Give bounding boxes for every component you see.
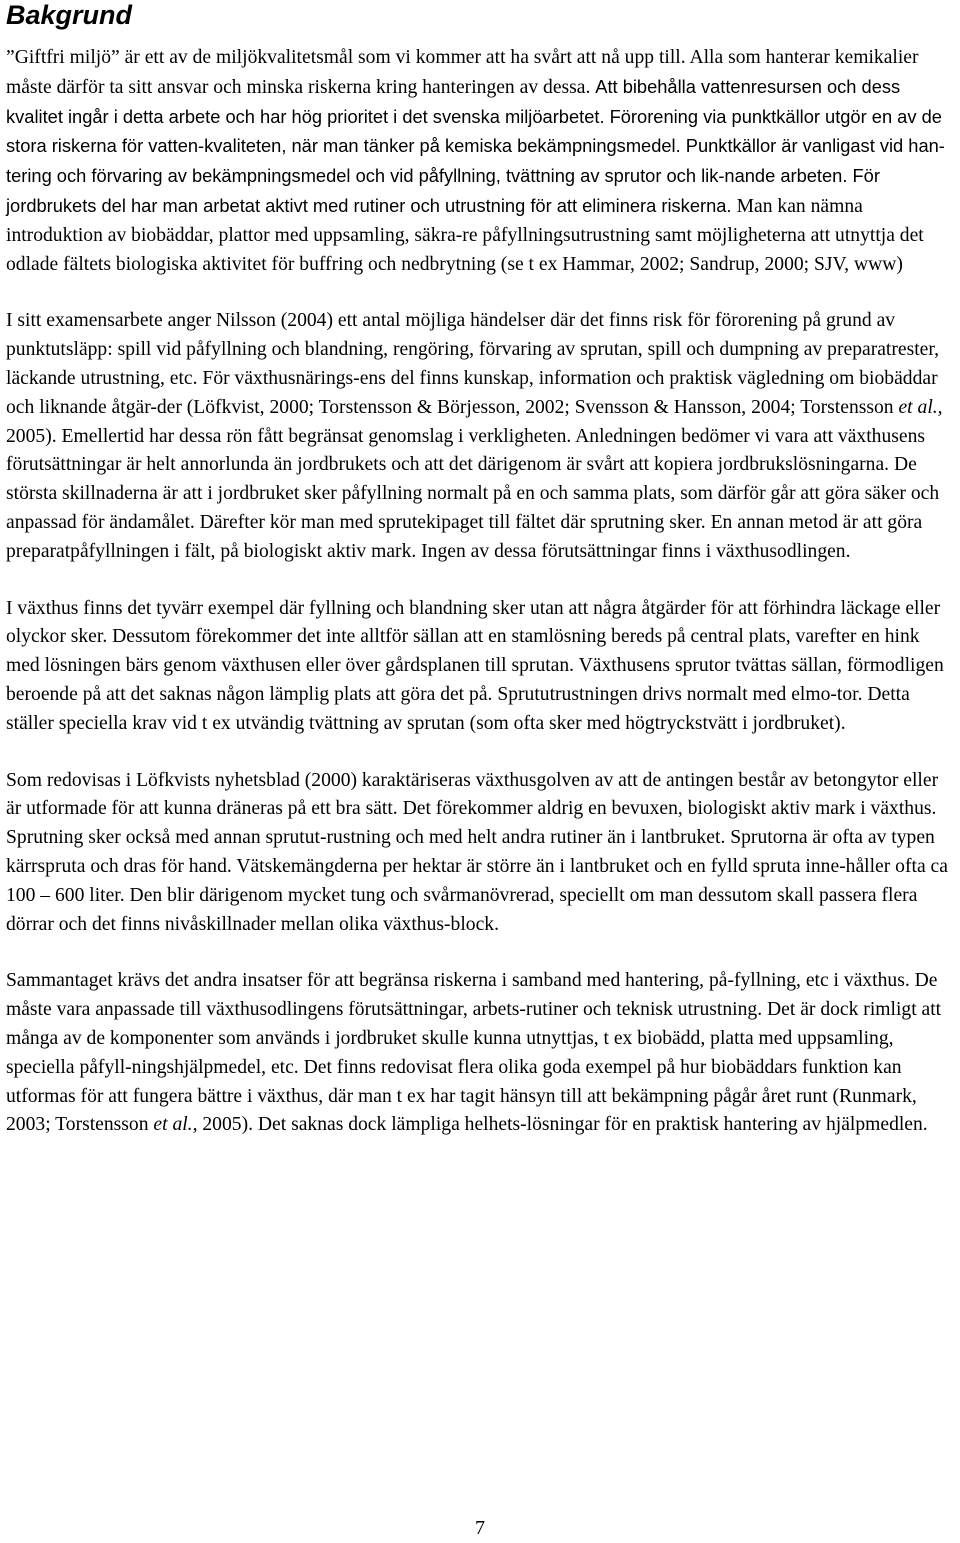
paragraph-text: 2005). Emellertid har dessa rön fått begränsat genomslag i verkligheten. Anledningen bedömer vi vara att växthusens förutsättningar är helt annorlunda än jordbrukets och att det därigenom är svårt att kopiera jordbrukslösningarna. De största skillnaderna är att i jordbruket sker påfyllning normalt på en och samma plats, som därför går att göra säker och anpassad för ändamålet. Därefter kör man med sprutekipaget till fältet där sprutning sker. En annan metod är att göra preparatpåfyllningen i fält, på biologiskt aktiv mark. Ingen av dessa förutsättningar finns i växthusodlingen. [6,425,940,562]
body-text [6,44,954,1140]
paragraph-text: 2005). Det saknas dock lämpliga helhets-lösningar för en praktisk hantering av hjälpmedlen. [197,1114,928,1136]
paragraph-text: Att bibehålla vattenresursen och dess kvalitet ingår i detta arbete och har hög prioritet i det svenska miljöarbetet. Förorening via punktkällor utgör en av de stora riskerna för vatten-kvaliteten, när man tänker på kemiska bekämpningsmedel. Punktkällor är vanligast vid han-tering och förvaring av bekämpningsmedel och vid påfyllning, tvättning av sprutor och lik-nande arbeten. För jordbrukets del har man arbetat aktivt med rutiner och utrustning för att eliminera riskerna. [6,75,945,216]
citation-italic: et al., [898,396,943,418]
paragraph [6,307,954,566]
paragraph [6,44,954,279]
paragraph-text: Som redovisas i Löfkvists nyhetsblad (2000) karaktäriseras växthusgolven av att de antingen består av betongytor eller är utformade för att kunna dräneras på ett bra sätt. Det förekommer aldrig en bevuxen, biologiskt aktiv mark i växthus. Sprutning sker också med annan sprutut-rustning och med helt andra rutiner än i lantbruket. Sprutorna är ofta av typen kärrspruta och dras för hand. Vätskemängderna per hektar är större än i lantbruket och en fylld spruta inne-håller ofta ca 100 – 600 liter. Den blir därigenom mycket tung och svårmanövrerad, speciellt om man dessutom skall passera flera dörrar och det finns nivåskillnader mellan olika växthus-block. [6,769,948,935]
paragraph-text: I växthus finns det tyvärr exempel där fyllning och blandning sker utan att några åtgärder för att förhindra läckage eller olyckor sker. Dessutom förekommer det inte alltför sällan att en stamlösning bereds på central plats, varefter en hink med lösningen bärs genom växthusen eller över gårdsplanen till sprutan. Växthusens sprutor tvättas sällan, förmodligen beroende på att det saknas någon lämplig plats att göra det på. Sprututrustningen drivs normalt med elmo-tor. Detta ställer speciella krav vid t ex utvändig tvättning av sprutan (som ofta sker med högtryckstvätt i jordbruket). [6,597,944,734]
paragraph [6,967,954,1140]
paragraph-text: I sitt examensarbete anger Nilsson (2004) ett antal möjliga händelser där det finns risk för förorening på grund av punktutsläpp: spill vid påfyllning och blandning, rengöring, förvaring av sprutan, spill och dumpning av preparatrester, läckande utrustning, etc. För växthusnärings-ens del finns kunskap, information och praktisk vägledning om biobäddar och liknande åtgär-der (Löfkvist, 2000; Torstensson & Börjesson, 2002; Svensson & Hansson, 2004; Torstensson [6,310,939,418]
section-heading: Bakgrund [6,0,133,30]
page-number: 7 [475,1517,485,1539]
paragraph-text: ”Giftfri miljö” är ett av de miljökvalitetsmål som vi kommer att ha svårt att nå upp till. Alla som hanterar kemikalier måste därför ta sitt ansvar och minska riskerna kring hanteringen av dessa. [6,47,919,98]
paragraph-text: Man kan nämna introduktion av biobäddar, plattor med uppsamling, säkra-re påfyllningsutrustning samt möjligheterna att utnyttja det odlade fältets biologiska aktivitet för buffring och nedbrytning (se t ex Hammar, 2002; Sandrup, 2000; SJV, www) [6,195,924,275]
citation-italic: et al., [153,1114,198,1136]
paragraph [6,595,954,739]
paragraph [6,767,954,940]
document-page [6,0,954,1168]
paragraph-text: Sammantaget krävs det andra insatser för att begränsa riskerna i samband med hantering, på-fyllning, etc i växthus. De måste vara anpassade till växthusodlingens förutsättningar, arbets-rutiner och teknisk utrustning. Det är dock rimligt att många av de komponenter som används i jordbruket skulle kunna utnyttjas, t ex biobädd, platta med uppsamling, speciella påfyll-ningshjälpmedel, etc. Det finns redovisat flera olika goda exempel på hur biobäddars funktion kan utformas för att fungera bättre i växthus, där man t ex har tagit hänsyn till att bekämpning pågår året runt (Runmark, 2003; Torstensson [6,970,942,1136]
